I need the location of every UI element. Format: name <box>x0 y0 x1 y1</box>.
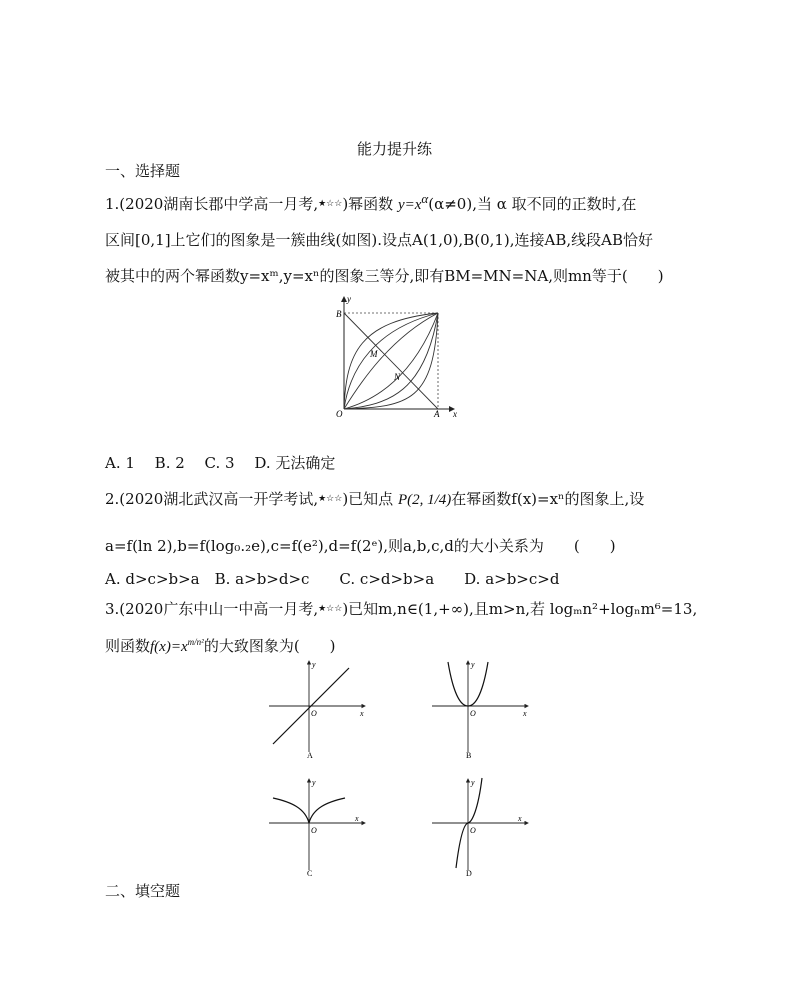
label-x: x <box>453 409 457 418</box>
graph-c-left <box>273 798 309 823</box>
q2-mid: )已知点 <box>342 490 394 508</box>
label-a: A <box>434 409 440 418</box>
graph-a-label: A <box>307 751 313 760</box>
q1-line3: 被其中的两个幂函数y=xᵐ,y=xⁿ的图象三等分,即有BM=MN=NA,则mn等于( ) <box>105 267 664 285</box>
difficulty-stars: ★☆☆ <box>318 494 343 504</box>
q1-figure <box>330 293 460 418</box>
q2-tail: 在幂函数f(x)=xⁿ的图象上,设 <box>451 490 645 508</box>
graph-d-label: D <box>466 869 472 878</box>
q3-formula: f(x)=x <box>150 639 188 655</box>
q3-graph-d <box>428 776 532 878</box>
q3-tail: )已知m,n∈(1,+∞),且m>n,若 logₘn²+logₙm⁶=13, <box>342 600 698 618</box>
q3-graph-a <box>265 658 369 760</box>
label-m: M <box>370 349 378 359</box>
q3-graph-b <box>428 658 532 760</box>
q1-line2: 区间[0,1]上它们的图象是一簇曲线(如图).设点A(1,0),B(0,1),连接AB,线段AB恰好 <box>105 231 654 249</box>
q1-source: 1.(2020湖南长郡中学高一月考, <box>105 195 319 213</box>
q1-cond: (α≠0) <box>428 195 473 213</box>
q1-line1 <box>105 191 636 214</box>
section-heading-fill: 二、填空题 <box>105 882 181 900</box>
graph-c-y: y <box>312 778 316 787</box>
graph-b-x: x <box>523 709 527 718</box>
q1-tail: ,当 α 取不同的正数时,在 <box>472 195 637 213</box>
label-b: B <box>336 309 342 319</box>
q2-line1 <box>105 488 644 509</box>
page-title: 能力提升练 <box>357 140 433 158</box>
q3-source: 3.(2020广东中山一中高一月考, <box>105 600 319 618</box>
graph-a-x: x <box>360 709 364 718</box>
graph-a-o: O <box>311 709 317 718</box>
q3-text-a: 则函数 <box>105 637 151 655</box>
label-y: y <box>347 294 351 304</box>
graph-d-y: y <box>471 778 475 787</box>
q2-point: P(2, 1/4) <box>397 492 452 508</box>
q2-options: A. d>c>b>a B. a>b>d>c C. c>d>b>a D. a>b>c>d <box>105 570 560 588</box>
q3-graph-c <box>265 776 369 878</box>
graph-c-label: C <box>307 869 313 878</box>
graph-a-y: y <box>312 660 316 669</box>
q3-line2 <box>105 635 336 656</box>
q2-line2: a=f(ln 2),b=f(log₀.₂e),c=f(e²),d=f(2ᵉ),则a,b,c,d的大小关系为 ( ) <box>105 537 616 555</box>
q3-text-b: 的大致图象为( ) <box>203 637 336 655</box>
q3-exponent: m/n² <box>187 637 204 647</box>
q1-text: )幂函数 <box>342 195 394 213</box>
q3-line1 <box>105 598 697 619</box>
graph-d-x: x <box>518 814 522 823</box>
q1-options: A. 1 B. 2 C. 3 D. 无法确定 <box>105 454 336 472</box>
label-o: O <box>336 409 343 418</box>
difficulty-stars: ★☆☆ <box>318 604 343 614</box>
q1-alpha: α <box>421 191 429 206</box>
graph-b-y: y <box>471 660 475 669</box>
graph-b-label: B <box>466 751 472 760</box>
q2-source: 2.(2020湖北武汉高一开学考试, <box>105 490 319 508</box>
graph-d-o: O <box>470 826 476 835</box>
difficulty-stars: ★☆☆ <box>318 199 343 209</box>
graph-c-o: O <box>311 826 317 835</box>
graph-c-x: x <box>355 814 359 823</box>
label-n: N <box>394 372 401 382</box>
section-heading-choice: 一、选择题 <box>105 162 181 180</box>
graph-b-o: O <box>470 709 476 718</box>
graph-c-right <box>309 798 345 823</box>
q1-formula: y=x <box>397 197 422 213</box>
